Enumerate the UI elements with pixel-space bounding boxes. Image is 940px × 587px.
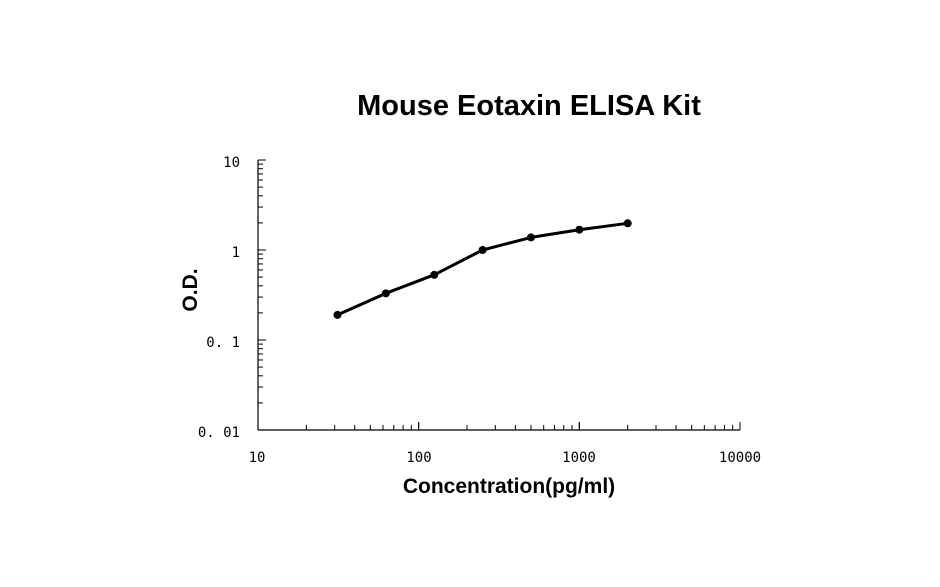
tick-labels: [198, 155, 761, 466]
y-tick-label-0-01: 0. 01: [197, 425, 240, 441]
x-tick-label-10: 10: [248, 450, 266, 466]
data-point-3: [479, 246, 487, 254]
x-tick-label-10000: 10000: [718, 450, 762, 466]
y-axis-title: O.D.: [179, 268, 202, 312]
y-minor-ticks: [258, 160, 266, 430]
data-point-4: [527, 233, 535, 241]
chart-title: Mouse Eotaxin ELISA Kit: [357, 90, 701, 122]
axes: [258, 160, 740, 430]
x-minor-ticks: [258, 422, 740, 430]
data-point-6: [624, 219, 632, 227]
data-point-0: [334, 311, 342, 319]
series-line: [338, 223, 628, 315]
data-point-1: [382, 289, 390, 297]
y-tick-label-10: 10: [223, 155, 240, 171]
x-axis-title: Concentration(pg/ml): [402, 475, 616, 498]
x-tick-label-100: 100: [406, 450, 432, 466]
data-points: [334, 219, 632, 319]
y-tick-label-1: 1: [231, 245, 240, 261]
x-tick-label-1000: 1000: [562, 450, 596, 466]
y-tick-label-0-1: 0. 1: [206, 335, 240, 351]
data-point-5: [575, 226, 583, 234]
data-point-2: [430, 271, 438, 279]
